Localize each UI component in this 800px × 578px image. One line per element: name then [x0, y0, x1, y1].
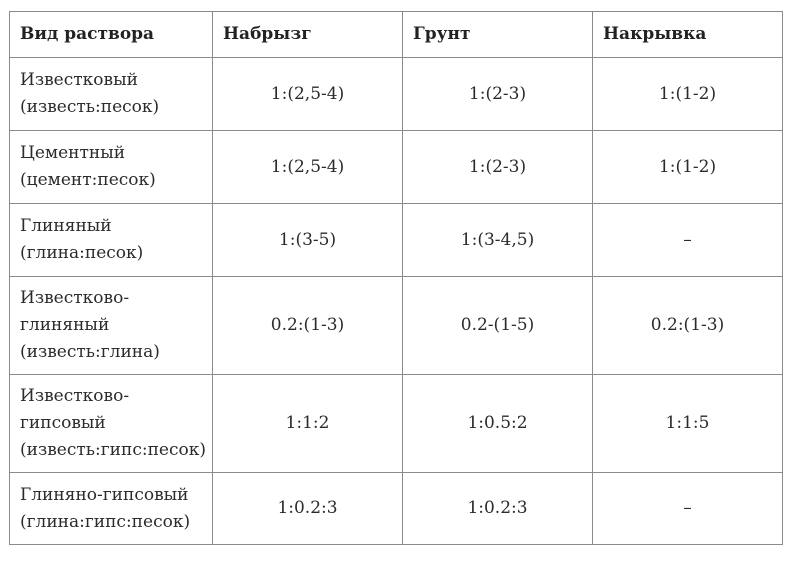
table-row — [10, 375, 783, 473]
mortar-type-components: (глина:гипс:песок) — [20, 511, 191, 532]
header-grunt: Грунт — [403, 12, 593, 58]
mortar-ratio-table-container — [9, 11, 783, 545]
mortar-type-components: (известь:песок) — [20, 97, 160, 117]
nakryvka-cell: 1:(1-2) — [593, 131, 783, 204]
header-nabryzg: Набрызг — [213, 12, 403, 58]
nabryzg-cell: 1:0.2:3 — [213, 473, 403, 545]
nabryzg-cell: 0.2:(1-3) — [213, 277, 403, 375]
header-nakryvka: Накрывка — [593, 12, 783, 58]
mortar-type-cell — [10, 473, 213, 545]
mortar-type-label: Известково- — [20, 288, 130, 308]
nakryvka-cell: 0.2:(1-3) — [593, 277, 783, 375]
mortar-type-label-cont: гипсовый — [20, 413, 106, 433]
grunt-cell: 1:(2-3) — [403, 131, 593, 204]
mortar-type-cell — [10, 204, 213, 277]
grunt-cell: 1:0.2:3 — [403, 473, 593, 545]
mortar-type-components: (цемент:песок) — [20, 170, 156, 190]
mortar-type-cell — [10, 375, 213, 473]
mortar-type-components: (известь:глина) — [20, 342, 160, 362]
mortar-type-cell — [10, 58, 213, 131]
grunt-cell: 1:(2-3) — [403, 58, 593, 131]
mortar-type-label-cont: глиняный — [20, 315, 110, 335]
nabryzg-cell: 1:1:2 — [213, 375, 403, 473]
nakryvka-cell: – — [593, 204, 783, 277]
mortar-type-cell — [10, 277, 213, 375]
mortar-type-components: (глина:песок) — [20, 243, 144, 263]
mortar-ratio-table — [9, 11, 783, 545]
table-row — [10, 277, 783, 375]
grunt-cell: 0.2-(1-5) — [403, 277, 593, 375]
mortar-type-label: Цементный — [20, 143, 126, 163]
table-row — [10, 131, 783, 204]
grunt-cell: 1:0.5:2 — [403, 375, 593, 473]
mortar-type-label: Известковый — [20, 70, 138, 90]
table-row — [10, 473, 783, 545]
table-row — [10, 58, 783, 131]
mortar-type-cell — [10, 131, 213, 204]
mortar-type-components: (известь:гипс:песок) — [20, 440, 206, 460]
table-header-row — [10, 12, 783, 58]
nakryvka-cell: 1:(1-2) — [593, 58, 783, 131]
nakryvka-cell: – — [593, 473, 783, 545]
nabryzg-cell: 1:(2,5-4) — [213, 58, 403, 131]
nabryzg-cell: 1:(3-5) — [213, 204, 403, 277]
mortar-type-label: Глиняно-гипсовый — [20, 484, 189, 505]
header-mortar-type: Вид раствора — [10, 12, 213, 58]
nakryvka-cell: 1:1:5 — [593, 375, 783, 473]
table-row — [10, 204, 783, 277]
nabryzg-cell: 1:(2,5-4) — [213, 131, 403, 204]
mortar-type-label: Известково- — [20, 386, 130, 406]
grunt-cell: 1:(3-4,5) — [403, 204, 593, 277]
mortar-type-label: Глиняный — [20, 216, 112, 236]
